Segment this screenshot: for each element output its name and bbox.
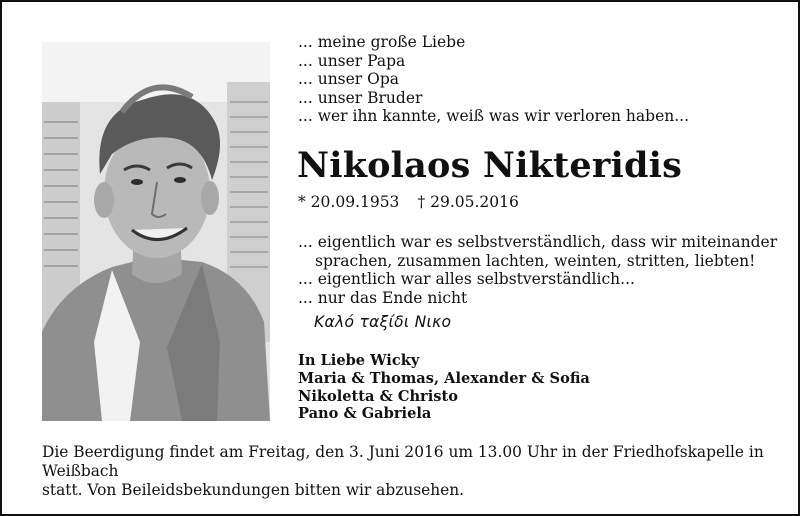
intro-line: ... unser Opa bbox=[298, 70, 400, 89]
farewell-greek: Καλό ταξίδι Νικο bbox=[314, 313, 452, 331]
intro-line: ... wer ihn kannte, weiß was wir verloren haben... bbox=[298, 107, 690, 126]
intro-line: ... unser Papa bbox=[298, 51, 406, 70]
family-line: In Liebe Wicky bbox=[298, 352, 420, 369]
intro-line: ... meine große Liebe bbox=[298, 33, 466, 51]
funeral-notice bbox=[42, 443, 777, 501]
birth-date: * 20.09.1953 bbox=[298, 193, 400, 211]
family-line: Nikoletta & Christo bbox=[298, 387, 458, 405]
intro-lines bbox=[298, 33, 689, 126]
family-line: Pano & Gabriela bbox=[298, 405, 432, 423]
portrait-photo bbox=[42, 42, 270, 421]
life-dates bbox=[298, 193, 519, 211]
family-signatures bbox=[298, 352, 590, 423]
verse-line: sprachen, zusammen lachten, weinten, stritten, liebten! bbox=[315, 251, 756, 270]
funeral-line: statt. Von Beileidsbekundungen bitten wir abzusehen. bbox=[42, 481, 465, 500]
portrait-illustration bbox=[42, 42, 270, 421]
verse-line: ... eigentlich war es selbstverständlich, dass wir miteinander bbox=[298, 233, 778, 251]
verse-line: ... nur das Ende nicht bbox=[298, 288, 468, 307]
verse-line: ... eigentlich war alles selbstverständlich... bbox=[298, 270, 635, 289]
family-line: Maria & Thomas, Alexander & Sofia bbox=[298, 369, 590, 387]
funeral-line: Die Beerdigung findet am Freitag, den 3. Juni 2016 um 13.00 Uhr in der Friedhofskapelle in Weißbach bbox=[42, 443, 764, 481]
memorial-verse bbox=[298, 233, 777, 307]
deceased-name: Nikolaos Nikteridis bbox=[297, 145, 683, 186]
death-date: † 29.05.2016 bbox=[417, 193, 519, 211]
intro-line: ... unser Bruder bbox=[298, 88, 423, 107]
